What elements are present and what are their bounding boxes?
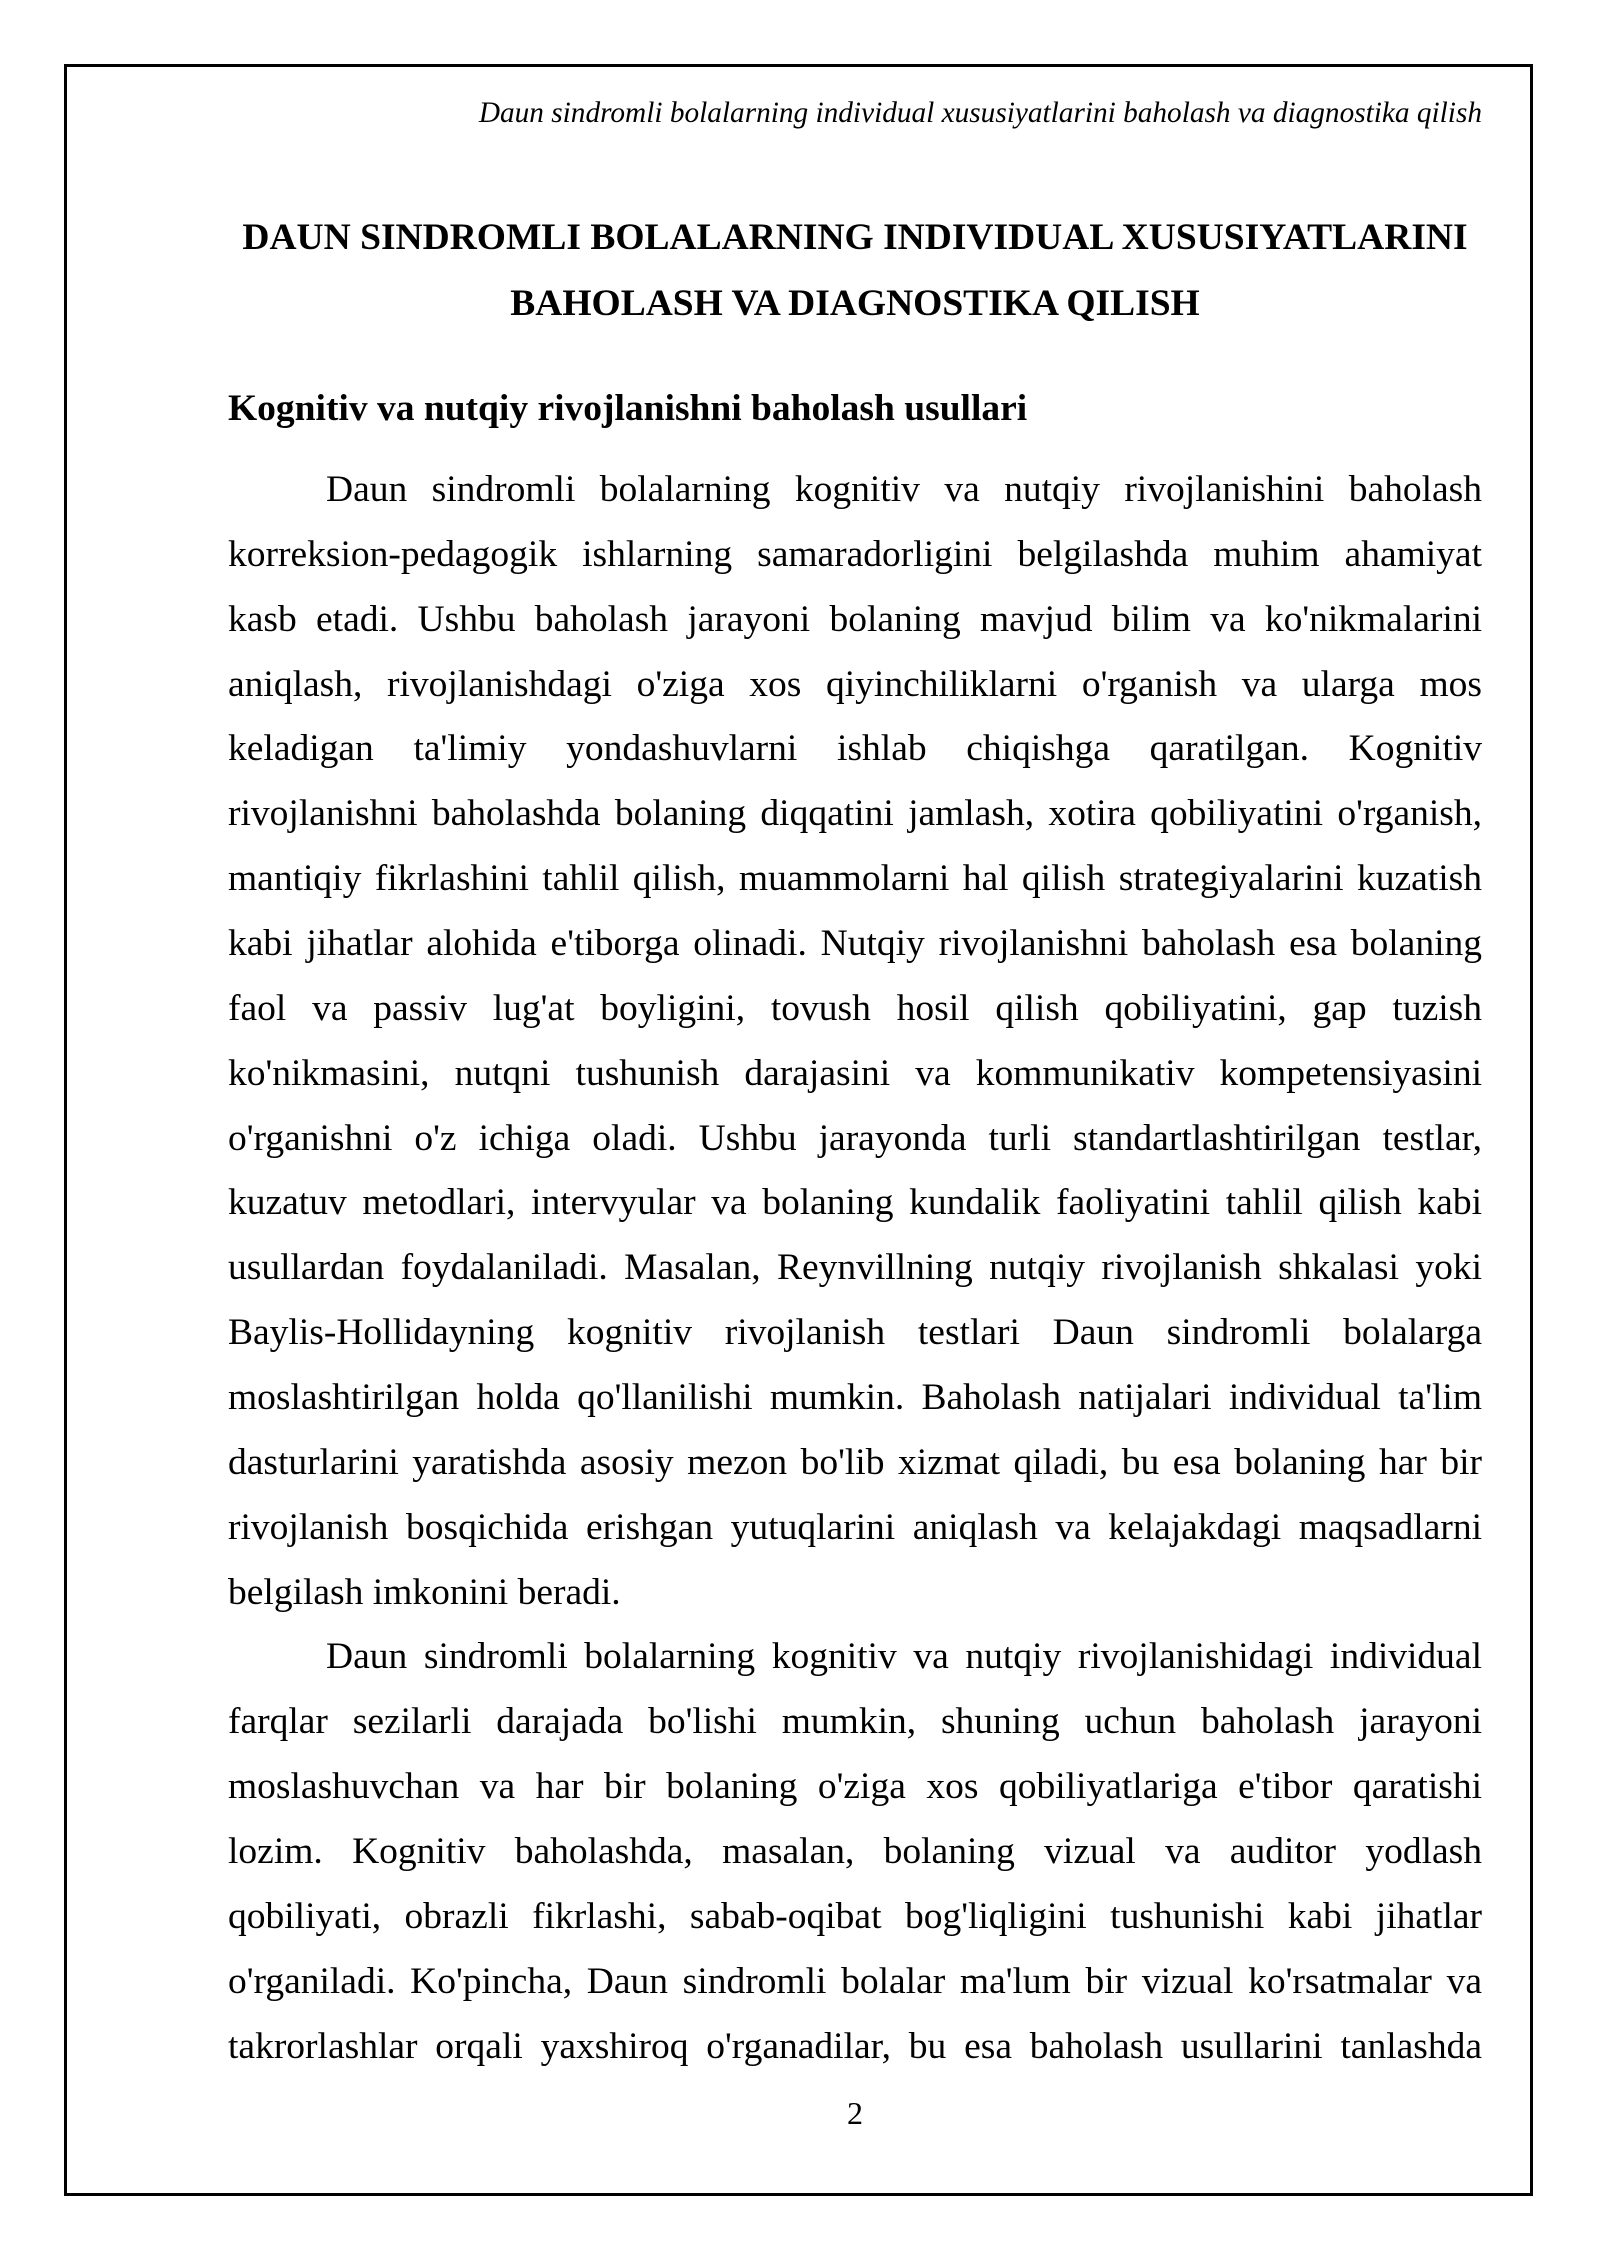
title-line: BAHOLASH VA DIAGNOSTIKA QILISH <box>510 283 1200 324</box>
text-line: Baylis-Hollidayning kognitiv rivojlanish testlari Daun sindromli bolalarga <box>228 1312 1482 1354</box>
text-line: kasb etadi. Ushbu baholash jarayoni bolaning mavjud bilim va ko'nikmalarini <box>228 598 1482 640</box>
text-line: rivojlanishni baholashda bolaning diqqatini jamlash, xotira qobiliyatini o'rganish, <box>228 793 1482 835</box>
text-line: mantiqiy fikrlashini tahlil qilish, muammolarni hal qilish strategiyalarini kuzatish <box>228 858 1482 900</box>
text-line: moslashtirilgan holda qo'llanilishi mumkin. Baholash natijalari individual ta'lim <box>228 1377 1482 1419</box>
text-line: rivojlanish bosqichida erishgan yutuqlarini aniqlash va kelajakdagi maqsadlarni <box>228 1506 1482 1548</box>
paragraph <box>228 1625 1482 2079</box>
text-line: keladigan ta'limiy yondashuvlarni ishlab chiqishga qaratilgan. Kognitiv <box>228 728 1482 770</box>
text-line: faol va passiv lug'at boyligini, tovush hosil qilish qobiliyatini, gap tuzish <box>228 987 1482 1029</box>
body-text <box>228 458 1482 2079</box>
text-line: Daun sindromli bolalarning kognitiv va nutqiy rivojlanishidagi individual <box>326 1636 1482 1678</box>
text-line: ko'nikmasini, nutqni tushunish darajasini va kommunikativ kompetensiyasini <box>228 1052 1482 1094</box>
text-line: lozim. Kognitiv baholashda, masalan, bolaning vizual va auditor yodlash <box>228 1831 1482 1873</box>
page-number: 2 <box>847 2095 863 2131</box>
text-line: kabi jihatlar alohida e'tiborga olinadi. Nutqiy rivojlanishni baholash esa bolaning <box>228 923 1482 965</box>
text-line: farqlar sezilarli darajada bo'lishi mumkin, shuning uchun baholash jarayoni <box>228 1701 1482 1743</box>
document-title <box>228 205 1482 337</box>
text-line: takrorlashlar orqali yaxshiroq o'rganadilar, bu esa baholash usullarini tanlashda <box>228 2025 1482 2067</box>
section-heading: Kognitiv va nutqiy rivojlanishni baholash usullari <box>228 388 1028 429</box>
text-line: kuzatuv metodlari, intervyular va bolaning kundalik faoliyatini tahlil qilish kabi <box>228 1182 1482 1224</box>
paragraph <box>228 458 1482 1625</box>
text-line: belgilash imkonini beradi. <box>228 1571 621 1613</box>
text-line: o'rganiladi. Ko'pincha, Daun sindromli bolalar ma'lum bir vizual ko'rsatmalar va <box>228 1960 1482 2002</box>
text-line: Daun sindromli bolalarning kognitiv va nutqiy rivojlanishini baholash <box>326 469 1482 510</box>
running-header: Daun sindromli bolalarning individual xususiyatlarini baholash va diagnostika qilish <box>478 97 1482 129</box>
text-line: dasturlarini yaratishda asosiy mezon bo'lib xizmat qiladi, bu esa bolaning har bir <box>228 1441 1482 1483</box>
text-line: aniqlash, rivojlanishdagi o'ziga xos qiyinchiliklarni o'rganish va ularga mos <box>228 663 1482 705</box>
text-line: o'rganishni o'z ichiga oladi. Ushbu jarayonda turli standartlashtirilgan testlar, <box>228 1117 1482 1159</box>
title-line: DAUN SINDROMLI BOLALARNING INDIVIDUAL XUSUSIYATLARINI <box>242 217 1468 258</box>
text-line: qobiliyati, obrazli fikrlashi, sabab-oqibat bog'liqligini tushunishi kabi jihatlar <box>228 1895 1482 1937</box>
text-line: usullardan foydalaniladi. Masalan, Reynvillning nutqiy rivojlanish shkalasi yoki <box>228 1247 1482 1289</box>
text-line: moslashuvchan va har bir bolaning o'ziga xos qobiliyatlariga e'tibor qaratishi <box>228 1766 1482 1808</box>
text-line: korreksion-pedagogik ishlarning samaradorligini belgilashda muhim ahamiyat <box>228 533 1482 575</box>
